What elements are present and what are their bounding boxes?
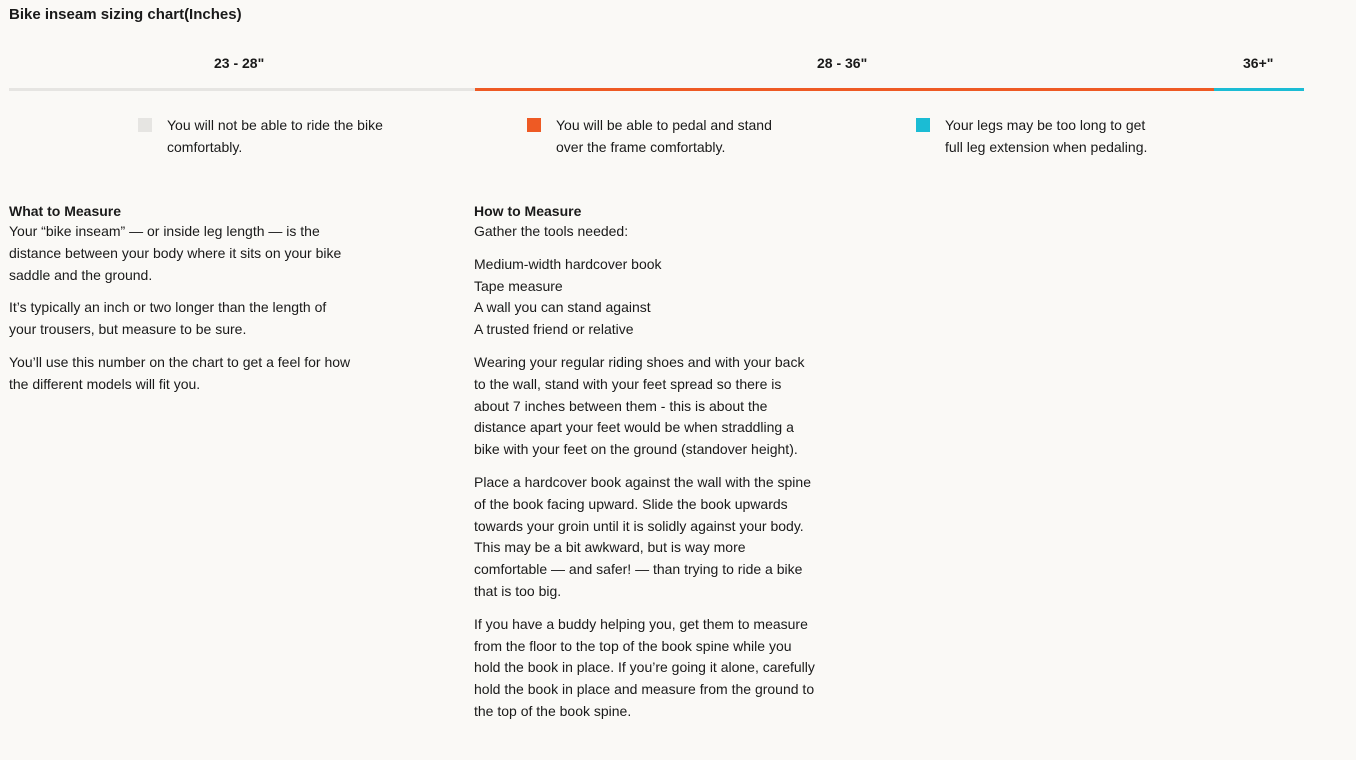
list-item: A wall you can stand against [474,299,651,316]
text-line: that is too big. [474,582,562,599]
range-label-medium: 28 - 36" [817,55,868,71]
text-line: saddle and the ground. [9,266,153,283]
text-line: your trousers, but measure to be sure. [9,321,247,338]
range-bar-small [9,88,475,91]
text-line: If you have a buddy helping you, get them to measure [474,615,808,632]
legend-text: You will not be able to ride the bike [167,117,383,133]
text-line: hold the book in place and measure from the ground to [474,681,815,698]
paragraph [9,221,429,286]
range-label-large: 36+" [1243,55,1274,71]
text-line: hold the book in place. If you’re going it alone, carefully [474,659,815,676]
text-line: distance between your body where it sits on your bike [9,244,342,261]
text-line: Wearing your regular riding shoes and with your back [474,353,805,370]
section-heading: What to Measure [9,203,122,219]
legend-swatch-gray [138,118,152,132]
text-line: Your “bike inseam” — or inside leg length — is the [9,223,320,239]
legend-text: comfortably. [167,139,243,155]
list-item: A trusted friend or relative [474,321,634,338]
legend-item-too-short [138,114,383,158]
legend-swatch-cyan [916,118,930,132]
chart-title: Bike inseam sizing chart(Inches) [9,6,242,23]
text-line: to the wall, stand with your feet spread so there is [474,375,782,392]
how-to-measure-section [474,201,894,723]
legend-text: You will be able to pedal and stand [556,117,772,133]
list-item: Medium-width hardcover book [474,255,662,272]
text-line: the different models will fit you. [9,375,201,392]
section-heading: How to Measure [474,203,582,219]
paragraph [474,352,894,461]
legend-item-too-long [916,114,1147,158]
text-line: You’ll use this number on the chart to get a feel for how [9,353,351,370]
range-label-small: 23 - 28" [214,55,265,71]
text-line: bike with your feet on the ground (standover height). [474,441,798,458]
paragraph [474,614,894,723]
text-line: comfortable — and safer! — than trying to ride a bike [474,561,803,578]
what-to-measure-section [9,201,429,396]
list-item: Tape measure [474,277,563,294]
text-line: the top of the book spine. [474,702,632,719]
legend-text: over the frame comfortably. [556,139,726,155]
text-line: from the floor to the top of the book spine while you [474,637,792,654]
legend-text: Your legs may be too long to get [945,117,1146,133]
legend-item-good-fit [527,114,772,158]
tools-list [474,254,894,341]
legend-swatch-orange [527,118,541,132]
paragraph [474,472,894,603]
text-line: distance apart your feet would be when straddling a [474,419,794,436]
range-bar-medium [475,88,1214,91]
text-line: Place a hardcover book against the wall with the spine [474,473,811,490]
text-line: This may be a bit awkward, but is way more [474,539,746,556]
legend-text: full leg extension when pedaling. [945,139,1148,155]
text-line: towards your groin until it is solidly against your body. [474,517,804,534]
range-bar-large [1214,88,1304,91]
text-line: about 7 inches between them - this is about the [474,397,768,414]
text-line: It’s typically an inch or two longer than the length of [9,299,327,316]
paragraph: Gather the tools needed: [474,223,629,239]
paragraph [9,297,429,341]
paragraph [9,352,429,396]
text-line: of the book facing upward. Slide the book upwards [474,495,788,512]
